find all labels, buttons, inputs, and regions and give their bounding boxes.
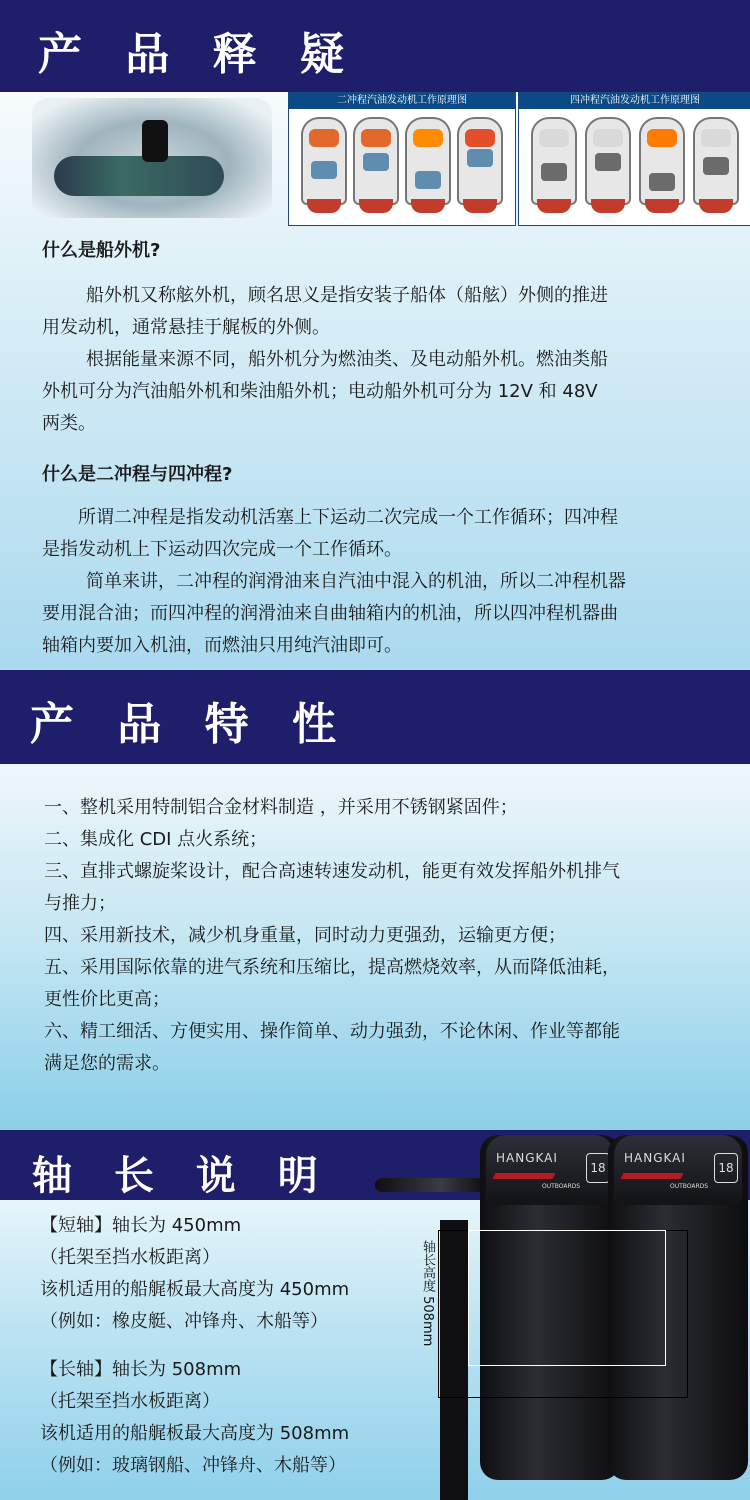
section-title-shaft: 轴 长 说 明 [32, 1153, 332, 1199]
tiller-handle [375, 1178, 485, 1192]
section-title-features: 产 品 特 性 [30, 699, 350, 750]
long-shaft-line-4: （例如：玻璃钢船、冲锋舟、木船等） [40, 1455, 346, 1476]
diagram-2stroke [288, 92, 516, 226]
question-1: 什么是船外机? [42, 240, 161, 261]
answer-1-line-4: 外机可分为汽油船外机和柴油船外机；电动船外机可分为 12V 和 48V [42, 381, 598, 402]
features-list [44, 792, 714, 1080]
engine-stripe-2 [621, 1173, 684, 1179]
boat-photo [32, 98, 272, 218]
long-shaft-line-3: 该机适用的船艉板最大高度为 508mm [40, 1423, 350, 1444]
section-header-faq [0, 0, 750, 92]
engine-outboards-2: OUTBOARDS [670, 1183, 709, 1190]
long-shaft-line-2: （托架至挡水板距离） [40, 1391, 220, 1412]
cylinder-4s-4 [693, 117, 739, 205]
engine-brand-2: HANGKAI [624, 1151, 686, 1165]
section-header-features [0, 670, 750, 764]
question-2: 什么是二冲程与四冲程? [42, 464, 233, 485]
diagram-4stroke [518, 92, 750, 226]
section-title-faq: 产 品 释 疑 [38, 29, 358, 80]
cylinder-4s-2 [585, 117, 631, 205]
answer-2-line-4: 要用混合油；而四冲程的润滑油来自曲轴箱内的机油，所以四冲程机器曲 [42, 603, 618, 624]
label-shaft-508: 轴长高度 508mm [420, 1240, 435, 1347]
engine-number-2: 18 [714, 1153, 738, 1183]
feature-line-5: 四、采用新技术，减少机身重量，同时动力更强劲，运输更方便； [44, 925, 566, 946]
cylinder-2 [353, 117, 399, 205]
cylinder-1 [301, 117, 347, 205]
answer-2-line-5: 轴箱内要加入机油，而燃油只用纯汽油即可。 [42, 635, 402, 656]
answer-2-line-1: 所谓二冲程是指发动机活塞上下运动二次完成一个工作循环；四冲程 [78, 507, 618, 528]
answer-1-line-2: 用发动机，通常悬挂于艉板的外侧。 [42, 317, 330, 338]
short-shaft-line-2: （托架至挡水板距离） [40, 1247, 220, 1268]
cylinder-4s-1 [531, 117, 577, 205]
feature-line-8: 六、精工细活、方便实用、操作简单、动力强劲，不论休闲、作业等都能 [44, 1021, 620, 1042]
answer-2-line-3: 简单来讲，二冲程的润滑油来自汽油中混入的机油，所以二冲程机器 [86, 571, 626, 592]
diagram-4stroke-title: 四冲程汽油发动机工作原理图 [519, 93, 750, 109]
diagram-2stroke-title: 二冲程汽油发动机工作原理图 [289, 93, 515, 109]
feature-line-4: 与推力； [44, 893, 116, 914]
cylinder-4s-3 [639, 117, 685, 205]
short-shaft-line-4: （例如：橡皮艇、冲锋舟、木船等） [40, 1311, 328, 1332]
measure-box-450 [468, 1230, 666, 1366]
short-shaft-line-1: 【短轴】轴长为 450mm [40, 1215, 242, 1236]
outboard-small [142, 120, 168, 162]
engine-brand-1: HANGKAI [496, 1151, 558, 1165]
engine-number-1: 18 [586, 1153, 610, 1183]
answer-1-line-5: 两类。 [42, 413, 96, 434]
answer-2-line-2: 是指发动机上下运动四次完成一个工作循环。 [42, 539, 402, 560]
boat-hull [54, 156, 224, 196]
cylinder-4 [457, 117, 503, 205]
answer-1-line-3: 根据能量来源不同，船外机分为燃油类、及电动船外机。燃油类船 [86, 349, 608, 370]
feature-line-1: 一、整机采用特制铝合金材料制造 ，并采用不锈钢紧固件； [44, 797, 518, 818]
engine-outboards-1: OUTBOARDS [542, 1183, 581, 1190]
label-shaft-450: 轴长高度 450mm [450, 1242, 465, 1349]
feature-line-2: 二、集成化 CDI 点火系统； [44, 829, 268, 850]
answer-1-line-1: 船外机又称舷外机，顾名思义是指安装子船体（船舷）外侧的推进 [86, 285, 608, 306]
short-shaft-line-3: 该机适用的船艉板最大高度为 450mm [40, 1279, 350, 1300]
feature-line-3: 三、直排式螺旋桨设计，配合高速转速发动机，能更有效发挥船外机排气 [44, 861, 620, 882]
feature-line-7: 更性价比更高； [44, 989, 170, 1010]
long-shaft-line-1: 【长轴】轴长为 508mm [40, 1359, 242, 1380]
cylinder-3 [405, 117, 451, 205]
engine-stripe-1 [493, 1173, 556, 1179]
feature-line-6: 五、采用国际依靠的进气系统和压缩比，提高燃烧效率，从而降低油耗， [44, 957, 620, 978]
feature-line-9: 满足您的需求。 [44, 1053, 170, 1074]
